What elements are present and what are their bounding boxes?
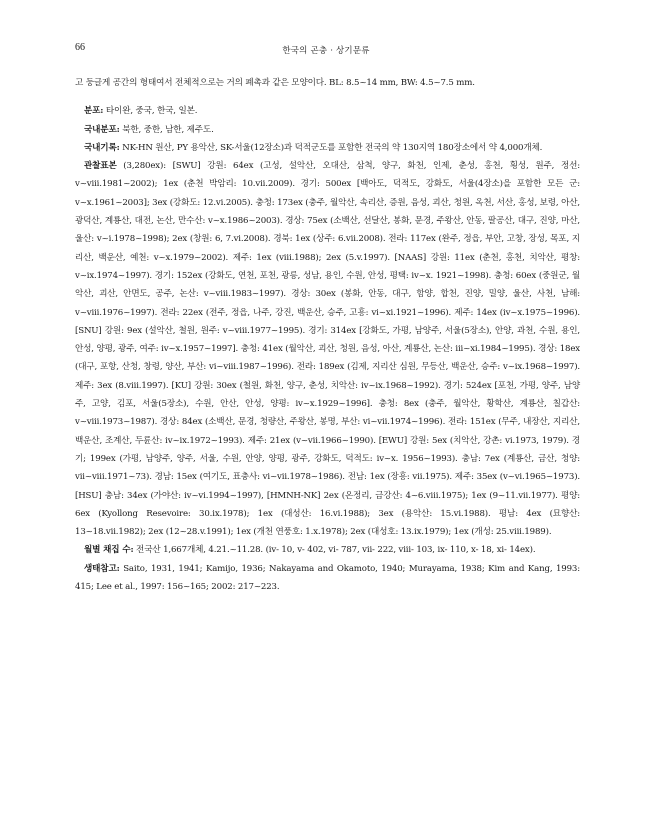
page-number: 66: [75, 42, 85, 53]
distribution-text: 타이완, 중국, 한국, 일본.: [103, 106, 198, 117]
domestic-distribution-label: 국내분포:: [84, 124, 120, 135]
monthly-count-text: 전국산 1,667개체, 4.21.~11.28. (iv- 10, v- 402, vi- 787, vii- 222, viii- 103, ix- 110, x- 18, xi- 14ex).: [133, 545, 536, 556]
domestic-records-label: 국내기록:: [84, 142, 120, 153]
distribution-paragraph: [75, 102, 580, 120]
monthly-count-paragraph: [75, 541, 580, 559]
body-text: [75, 74, 580, 596]
domestic-distribution-text: 북한, 중한, 남한, 제주도.: [119, 124, 214, 135]
specimens-label: 관찰표본: [84, 161, 117, 172]
specimens-paragraph: [75, 157, 580, 541]
distribution-label: 분포:: [84, 106, 104, 117]
domestic-distribution-paragraph: [75, 121, 580, 139]
monthly-count-label: 월별 채집 수:: [84, 545, 134, 556]
ecology-refs-text: Saito, 1931, 1941; Kamijo, 1936; Nakayama and Okamoto, 1940; Murayama, 1938; Kim and Kang, 1993: 415; Lee et al., 1997: 156~165; 2002: 217~223.: [75, 563, 580, 593]
ecology-refs-label: 생태참고:: [84, 563, 120, 574]
running-title: 한국의 곤충 · 상기문류: [282, 46, 370, 56]
domestic-records-paragraph: [75, 139, 580, 157]
domestic-records-text: NK-HN 원산, PY 용악산, SK-서울(12장소)과 덕적군도를 포함한 전국의 약 130지역 180장소에서 약 4,000개체.: [119, 142, 543, 153]
specimens-text: (3,280ex): [SWU] 강원: 64ex (고성, 설악산, 오대산, 삼척, 양구, 화천, 인제, 춘성, 홍천, 횡성, 원주, 정선: v~viii.1981~2002); 1ex (춘천 박암리: 10.vii.2009). 경기: 500ex [백아도, 덕적도, 강화도, 서울(4장소)을 포함한 모든 군: v~x.1961~2003]; 3ex (강화도: 12.vi.2005). 충청: 173ex (충주, 월악산, 속리산, 증원, 음성, 괴산, 청원, 옥천, 서산, 홍성, 보령, 아산, 광덕산, 계룡산, 대전, 논산, 만수산: v~x.1986~2003). 경상: 75ex (소백산, 선달산, 봉화, 문경, 주왕산, 안동, 팔공산, 대구, 진양, 마산, 울산: v~i.1978~1998); 2ex (창원: 6, 7.vi.2008). 경북: 1ex (상주: 6.vii.2008). 전라: 117ex (완주, 정읍, 부안, 고창, 장성, 목포, 지리산, 백운산, 예천: v~x.1979~2002). 제주: 1ex (viii.1988); 2ex (5.v.1997). [NAAS] 강원: 11ex (춘천, 홍천, 치악산, 평창: v~ix.1974~1997). 경기: 152ex (강화도, 연천, 포천, 광릉, 성남, 용인, 수원, 안성, 평택: iv~x. 1921~1998). 충청: 60ex (중원군, 월악산, 괴산, 안면도, 공주, 논산: v~viii.1983~1997). 경상: 30ex (봉화, 안동, 대구, 함양, 합천, 진양, 밀양, 울산, 사천, 남해: v~viii.1976~1997). 전라: 22ex (전주, 정읍, 나주, 강진, 백운산, 승주, 고흥: vi~xi.1921~1996). 제주: 14ex (iv~x.1975~1996). [SNU] 강원: 9ex (설악산, 철원, 원주: v~viii.1977~1995). 경기: 314ex [강화도, 가평, 남양주, 서울(5장소), 안양, 과천, 수원, 용인, 안성, 양평, 광주, 여주: iv~x.1957~1997]. 충청: 41ex (월악산, 괴산, 청원, 음성, 아산, 계룡산, 논산: iii~xi.1984~1995). 경상: 18ex (대구, 포항, 산청, 창령, 양산, 부산: vi~viii.1987~1996). 전라: 189ex (김제, 지리산 심원, 무등산, 백운산, 승주: v~ix.1968~1997). 제주: 3ex (8.viii.1997). [KU] 강원: 30ex (철원, 화천, 양구, 춘성, 치악산: iv~ix.1968~1992). 경기: 524ex [포천, 가평, 양주, 남양주, 고양, 김포, 서울(5장소), 수원, 안산, 안성, 양평: iv~x.1929~1996]. 충청: 8ex (충주, 월악산, 황학산, 계룡산, 칠갑산: v~viii.1973~1987). 경상: 84ex (소백산, 문경, 청량산, 주왕산, 봉명, 부산: vi~vii.1974~1996). 전라: 151ex (무주, 내장산, 지리산, 백운산, 조계산, 두륜산: iv~ix.1972~1993). 제주: 21ex (v~vii.1966~1990). [EWU] 강원: 5ex (치악산, 강촌: vi.1973, 1979). 경기; 199ex (가평, 남양주, 양주, 서울, 수원, 안양, 양평, 광주, 강화도, 덕적도: iv~x. 1956~1993). 충남: 7ex (계룡산, 금산, 청양: vii~viii.1971~73). 경남: 15ex (여기도, 표충사: vi~vii.1978~1986). 전남: 1ex (장흥: vii.1975). 제주: 35ex (v~vi.1965~1973). [HSU] 충남: 34ex (가야산: iv~vi.1994~1997), [HMNH-NK] 2ex (온정리, 금강산: 4~6.viii.1975); 1ex (9~11.vii.1977). 평양: 6ex (Kyollong Resevoire: 30.ix.1978); 1ex (대성산: 16.vi.1988); 3ex (용악산: 15.vi.1988). 평남: 4ex (묘향산: 13~18.vii.1982); 2ex (12~28.v.1991); 1ex (개천 연풍호: 1.x.1978); 2ex (대성호: 13.ix.1979); 1ex (개성: 25.viii.1989).: [75, 161, 580, 538]
ecology-refs-paragraph: [75, 560, 580, 597]
intro-paragraph: 고 둥글게 공간의 형태여서 전체적으로는 거의 폐촉과 같은 모양이다. BL: 8.5~14 mm, BW: 4.5~7.5 mm.: [75, 78, 475, 88]
